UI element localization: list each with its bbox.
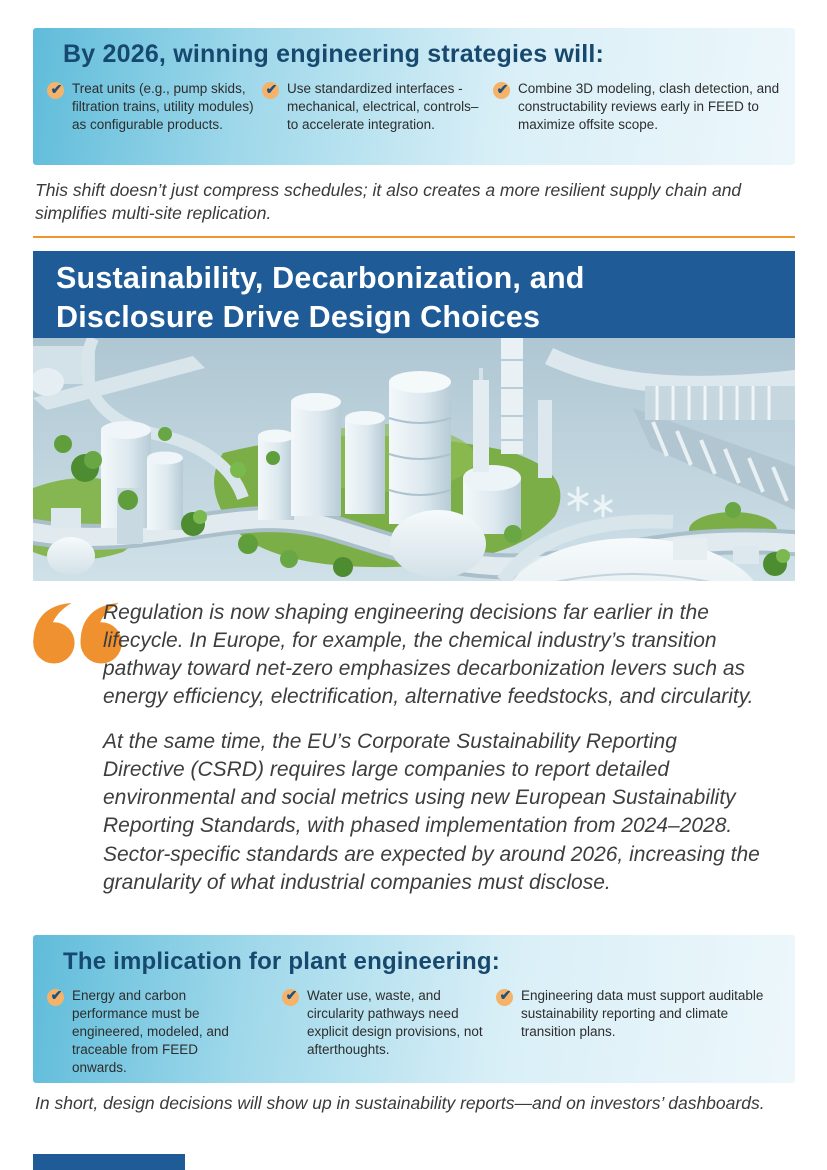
plant-illustration [33, 338, 795, 581]
section-title: Sustainability, Decarbonization, and Disclosure Drive Design Choices [56, 260, 585, 334]
implication-item-3-text: Engineering data must support auditable sustainability reporting and climate transition plans. [521, 987, 764, 1039]
implication-item-2-text: Water use, waste, and circularity pathways need explicit design provisions, not afterthoughts. [307, 987, 483, 1057]
implication-box [33, 935, 795, 1083]
quote-block [33, 599, 795, 914]
strategy-item-2 [262, 80, 493, 134]
page-content [33, 0, 795, 1170]
strategies-box [33, 28, 795, 165]
check-icon: ✔ [282, 989, 299, 1006]
implication-item-3 [496, 987, 781, 1041]
next-section-banner-fragment [33, 1154, 185, 1170]
quote-paragraph-2: At the same time, the EU’s Corporate Sustainability Reporting Directive (CSRD) requires large companies to report detailed environmental and social metrics using new European Sustainability Reporting Standards, with phased implementation from 2024–2028. Sector-specific standards are expected by around 2026, increasing the granularity of what industrial companies must disclose. [103, 730, 760, 894]
strategy-item-2-text: Use standardized interfaces - mechanical, electrical, controls–to accelerate integration. [287, 81, 479, 132]
section-banner [33, 251, 795, 338]
implication-heading: The implication for plant engineering: [63, 947, 500, 975]
strategy-item-3 [493, 80, 781, 134]
orange-divider [33, 236, 795, 238]
implication-item-1-text: Energy and carbon performance must be engineered, modeled, and traceable from FEED onwards. [72, 987, 229, 1075]
shift-note: This shift doesn’t just compress schedules; it also creates a more resilient supply chain and simplifies multi-site replication. [35, 180, 742, 224]
strategy-item-1-text: Treat units (e.g., pump skids, filtration trains, utility modules) as configurable products. [72, 81, 254, 132]
quote-paragraph-1: Regulation is now shaping engineering decisions far earlier in the lifecycle. In Europe, for example, the chemical industry’s transition pathway toward net-zero emphasizes decarbonization levers such as energy efficiency, electrification, alternative feedstocks, and circularity. [103, 600, 754, 708]
check-icon: ✔ [262, 82, 279, 99]
hero-image [33, 338, 795, 581]
strategies-bullets [47, 80, 781, 134]
quote-text [103, 599, 763, 914]
check-icon: ✔ [47, 82, 64, 99]
check-icon: ✔ [493, 82, 510, 99]
strategies-heading: By 2026, winning engineering strategies will: [63, 40, 605, 68]
quote-icon [33, 599, 103, 914]
strategy-item-1 [47, 80, 262, 134]
check-icon: ✔ [47, 989, 64, 1006]
implication-item-2 [282, 987, 496, 1059]
closing-note: In short, design decisions will show up in sustainability reports—and on investors’ dashboards. [35, 1092, 765, 1113]
implication-item-1 [47, 987, 282, 1077]
implication-bullets [47, 987, 781, 1077]
strategy-item-3-text: Combine 3D modeling, clash detection, and constructability reviews early in FEED to maximize offsite scope. [518, 81, 780, 132]
check-icon: ✔ [496, 989, 513, 1006]
